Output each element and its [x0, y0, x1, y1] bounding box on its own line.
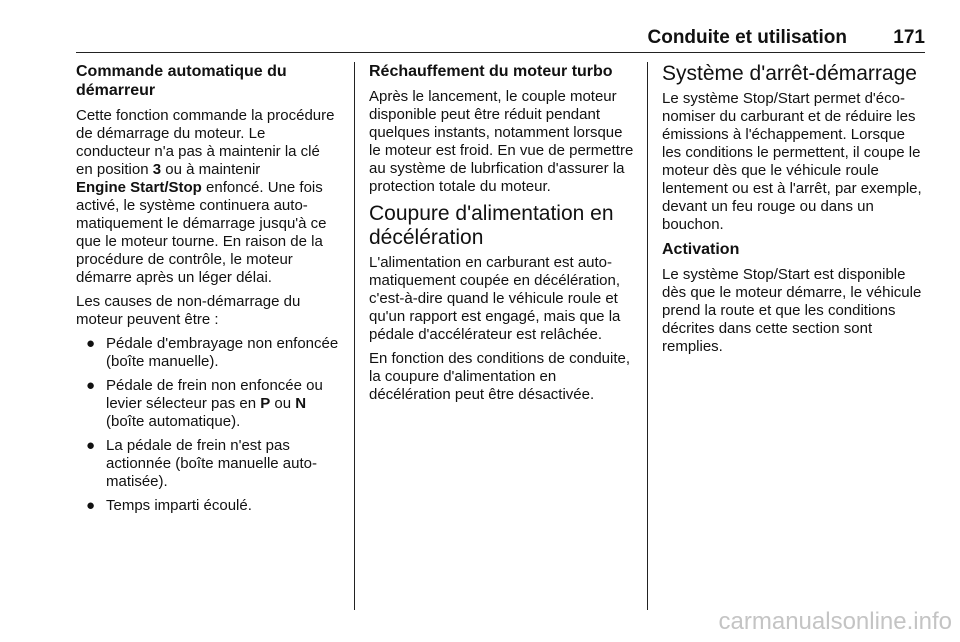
paragraph-fuel-cutoff-conditions: En fonction des conditions de conduite, la coupure d'alimentation en décélération peut être désactivée. [369, 350, 631, 403]
paragraph-non-start-causes: Les causes de non-démarrage du moteur peuvent être : [76, 293, 301, 328]
bullet-icon: ● [86, 437, 96, 454]
paragraph-starter-description: Cette fonction commande la procédure de démarrage du moteur. Le conducteur n'a pas à maintenir la clé en position 3 ou à maintenir Engine Start/Stop enfoncé. Une fois activé, le système continuera automatiquement le démarrage jusqu'à ce que le moteur tourne. En raison de la procédure de contrôle, le moteur démarre après un léger délai. [76, 107, 335, 286]
bullet-icon: ● [86, 497, 96, 514]
column-divider [647, 62, 648, 610]
bullet-icon: ● [86, 377, 96, 394]
bullet-icon: ● [86, 335, 96, 352]
heading-stop-start-system: Système d'arrêt-démarrage [662, 62, 917, 85]
paragraph-turbo-warmup: Après le lancement, le couple moteur disponible peut être réduit pendant quelques instants, notamment lorsque le moteur est froid. En vue de permettre au système de lubrfication d'assurer la protection totale du moteur. [369, 88, 634, 195]
column-left [76, 62, 340, 521]
watermark: carmanualsonline.info [718, 608, 952, 635]
heading-fuel-cutoff: Coupure d'alimentation en décélération [369, 202, 614, 249]
section-title: Conduite et utilisation [647, 27, 847, 48]
paragraph-stop-start-description: Le système Stop/Start permet d'économiser du carburant et de réduire les émissions à l'échappement. Lorsque les conditions le permettent, il coupe le moteur dès que le véhicule roule lentement ou est à l'arrêt, par exemple, devant un feu rouge ou dans un bouchon. [662, 90, 922, 233]
page-header [76, 26, 925, 53]
heading-turbo-warmup: Réchauffement du moteur turbo [369, 63, 613, 80]
paragraph-fuel-cutoff: L'alimentation en carburant est automatiquement coupée en décélération, c'est-à-dire quand le véhicule roule et qu'un rapport est engagé, mais que la pédale d'accélérateur est relâchée. [369, 254, 621, 343]
page-number: 171 [893, 27, 925, 48]
list-item: ● Pédale d'embrayage non enfoncée (boîte manuelle). [86, 335, 339, 370]
paragraph-activation: Le système Stop/Start est disponible dès que le moteur démarre, le véhicule prend la route et que les conditions décrites dans cette section sont remplies. [662, 266, 922, 355]
heading-activation: Activation [662, 241, 740, 258]
causes-list [76, 335, 340, 515]
heading-automatic-starter: Commande automatique du démarreur [76, 63, 287, 99]
list-item: ● Pédale de frein non enfoncée ou levier sélecteur pas en P ou N (boîte automatique). [86, 377, 323, 430]
column-right [662, 62, 928, 362]
list-item: ● Temps imparti écoulé. [86, 497, 252, 514]
column-divider [354, 62, 355, 610]
list-item: ● La pédale de frein n'est pas actionnée (boîte manuelle automatisée). [86, 437, 317, 490]
column-middle [369, 62, 635, 410]
